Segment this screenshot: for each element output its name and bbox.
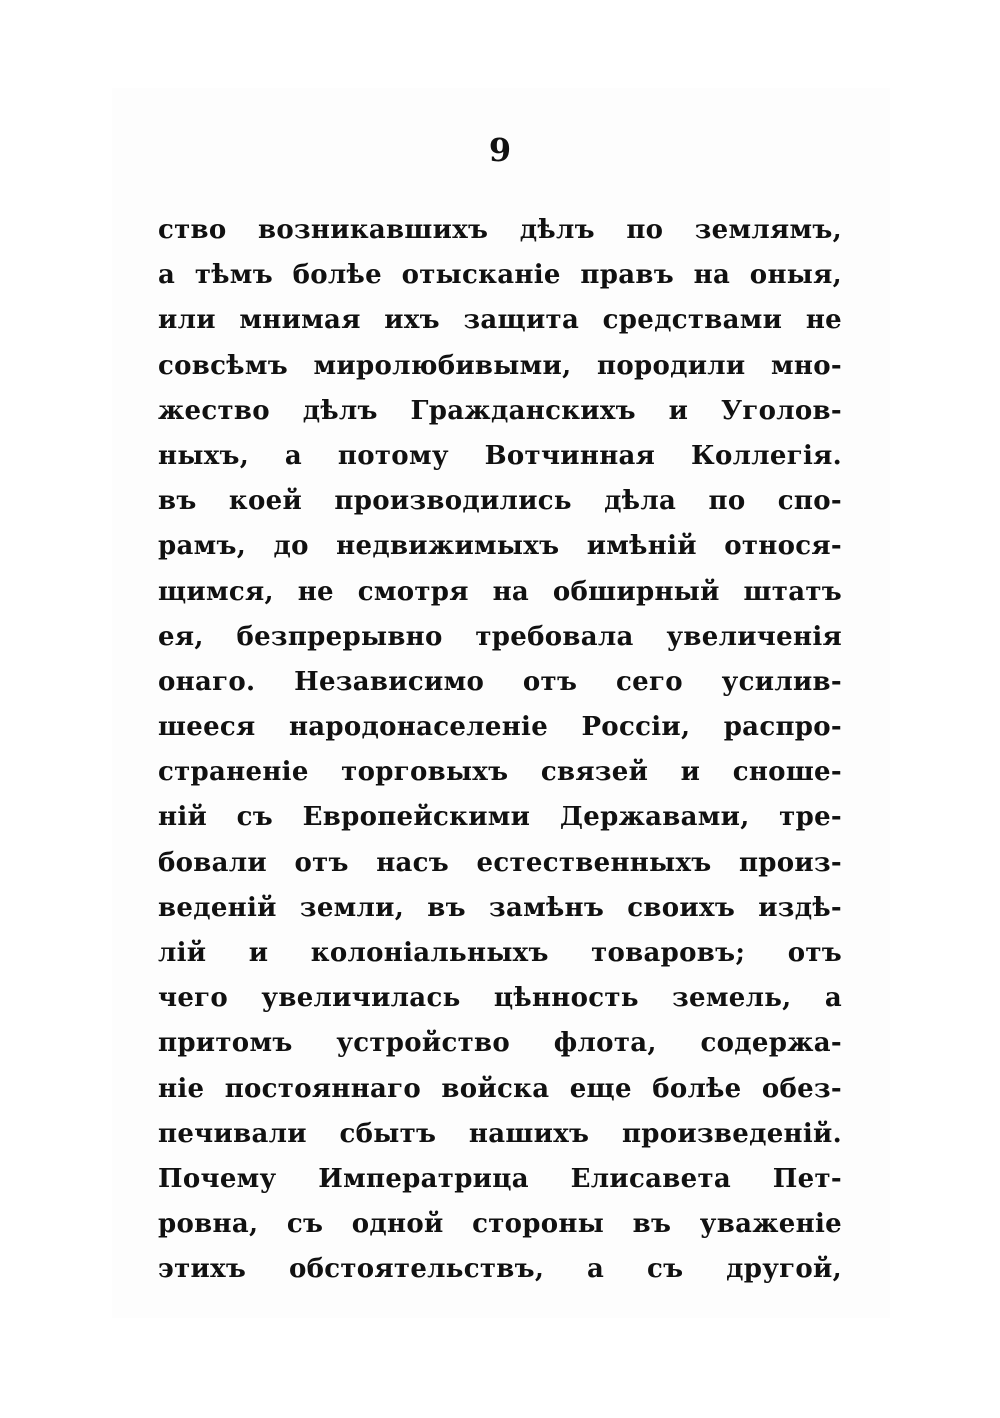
text-line: ея, безпрерывно требовала увеличенія <box>158 621 842 652</box>
text-line: въ коей производились дѣла по спо- <box>158 486 842 517</box>
text-line: ній съ Европейскими Державами, тре- <box>158 802 842 833</box>
text-line: жество дѣлъ Гражданскихъ и Уголов- <box>158 395 842 426</box>
text-line: или мнимая ихъ защита средствами не <box>158 305 842 336</box>
text-line: страненіе торговыхъ связей и сноше- <box>158 757 842 788</box>
text-line: этихъ обстоятельствъ, а съ другой, <box>158 1254 842 1285</box>
text-line: щимся, не смотря на обширный штатъ <box>158 576 842 607</box>
text-line: рамъ, до недвижимыхъ имѣній относя- <box>158 531 842 562</box>
text-line: бовали отъ насъ естественныхъ произ- <box>158 847 842 878</box>
text-line: онаго. Независимо отъ сего усилив- <box>158 666 842 697</box>
text-line: Почему Императрица Елисавета Пет- <box>158 1163 842 1194</box>
text-line: печивали сбытъ нашихъ произведеній. <box>158 1118 842 1149</box>
text-line: а тѣмъ болѣе отысканіе правъ на оныя, <box>158 260 842 291</box>
text-line: чего увеличилась цѣнность земель, а <box>158 983 842 1014</box>
text-line: совсѣмъ миролюбивыми, породили мно- <box>158 350 842 381</box>
text-line: лій и колоніальныхъ товаровъ; отъ <box>158 938 842 968</box>
text-line: шееся народонаселеніе Россіи, распро- <box>158 712 842 743</box>
text-line: ство возникавшихъ дѣлъ по землямъ, <box>158 215 842 245</box>
body-text <box>158 208 842 1293</box>
text-line: веденій земли, въ замѣнъ своихъ издѣ- <box>158 892 842 923</box>
page-number: 9 <box>488 131 512 169</box>
text-line: ныхъ, а потому Вотчинная Коллегія. <box>158 440 842 471</box>
text-line: ніе постояннаго войска еще болѣе обез- <box>158 1073 842 1104</box>
text-line: притомъ устройство флота, содержа- <box>158 1028 842 1059</box>
text-line: ровна, съ одной стороны въ уваженіе <box>158 1209 842 1240</box>
